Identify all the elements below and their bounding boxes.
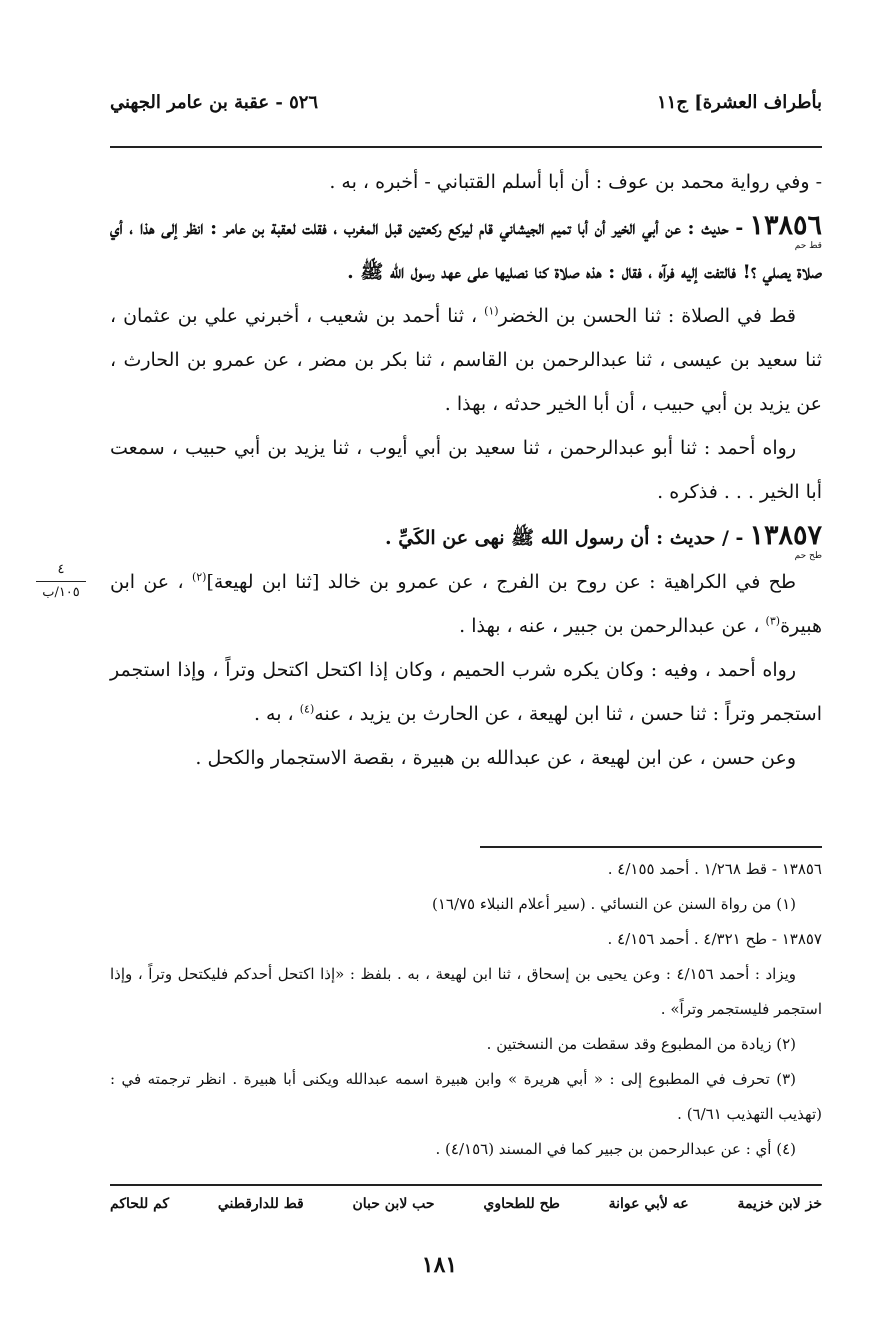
legend-item: طح للطحاوي — [483, 1196, 560, 1212]
footnote-line: ١٣٨٥٦ - قط ١/٢٦٨ . أحمد ٤/١٥٥ . — [607, 860, 822, 878]
hadith-number: ١٣٨٥٧ طح حم — [749, 520, 822, 561]
hadith-source-sigil: طح حم — [794, 551, 822, 561]
hadith-13856 — [110, 204, 822, 294]
legend-item: كم للحاكم — [110, 1196, 170, 1212]
footnotes-divider — [480, 846, 822, 848]
page-number: ١٨١ — [421, 1252, 458, 1278]
paragraph-riwaya: - وفي رواية محمد بن عوف : أن أبا أسلم القتباني - أخبره ، به . — [329, 171, 822, 193]
manuscript-folio-note — [28, 561, 94, 602]
paragraph-ahmad-1: رواه أحمد : ثنا أبو عبدالرحمن ، ثنا سعيد بن أبي أيوب ، ثنا يزيد بن أبي حبيب ، سمعت أبا الخير . . . فذكره . — [110, 437, 822, 503]
header-chapter-title: ٥٢٦ - عقبة بن عامر الجهني — [110, 92, 319, 113]
paragraph-ahmad-2: رواه أحمد ، وفيه : وكان يكره شرب الحميم ، وكان إذا اكتحل اكتحل وتراً ، وإذا استجمر استجمر وتراً : ثنا حسن ، ثنا ابن لهيعة ، عن الحارث بن يزيد ، عنه$^{(٤)}$ ، به . — [110, 659, 822, 725]
legend-divider — [110, 1184, 822, 1186]
header-book-title: بأطراف العشرة] ج١١ — [656, 92, 822, 113]
footnote-line: (١) من رواة السنن عن النسائي . (سير أعلام النبلاء ١٦/٧٥) — [431, 895, 796, 913]
hadith-dash: - / — [715, 527, 744, 549]
legend-item: قط للدارقطني — [217, 1196, 304, 1212]
paragraph-th-karahiya: طح في الكراهية : عن روح بن الفرج ، عن عمرو بن خالد [ثنا ابن لهيعة]$^{(٢)}$ ، عن ابن هبيرة$^{(٣)}$ ، عن عبدالرحمن بن جبير ، عنه ، بهذا . — [110, 570, 822, 637]
footnote-line: ويزاد : أحمد ٤/١٥٦ : وعن يحيى بن إسحاق ، ثنا ابن لهيعة ، به . بلفظ : «إذا اكتحل أحدكم فليكتحل وتراً ، وإذا استجمر فليستجمر وتراً» . — [110, 965, 822, 1018]
footnote-line: (٤) أي : عن عبدالرحمن بن جبير كما في المسند (٤/١٥٦) . — [435, 1140, 796, 1158]
footnote-line: (٢) زيادة من المطبوع وقد سقطت من النسختين . — [486, 1035, 796, 1053]
footnote-line: (٣) تحرف في المطبوع إلى : « أبي هريرة » وابن هبيرة اسمه عبدالله ويكنى أبا هبيرة . انظر ترجمته في : (تهذيب التهذيب ٦/٦١) . — [110, 1070, 822, 1123]
main-text — [110, 160, 822, 780]
legend-item: عه لأبي عوانة — [608, 1196, 689, 1212]
footnote-marker: (٤) — [299, 702, 315, 716]
hadith-label: حديث : — [649, 527, 716, 549]
footnote-marker: (٣) — [765, 614, 781, 628]
footnote-marker: (٢) — [191, 570, 207, 584]
header-divider — [110, 146, 822, 148]
hadith-source-sigil: قط حم — [794, 241, 822, 251]
hadith-label: حديث : — [680, 217, 729, 239]
footnote-line: ١٣٨٥٧ - طح ٤/٣٢١ . أحمد ٤/١٥٦ . — [607, 930, 822, 948]
footnotes — [110, 852, 822, 1167]
hadith-13857 — [110, 514, 822, 560]
legend-item: خز لابن خزيمة — [737, 1196, 822, 1212]
hadith-number: ١٣٨٥٦ قط حم — [749, 210, 822, 251]
legend-item: حب لابن حبان — [352, 1196, 435, 1212]
running-header — [110, 92, 822, 113]
paragraph-qt-salat: قط في الصلاة : ثنا الحسن بن الخضر$^{(١)}$ ، ثنا أحمد بن شعيب ، أخبرني علي بن عثمان ، ثنا سعيد بن عيسى ، ثنا عبدالرحمن بن القاسم ، ثنا بكر بن مضر ، عن عمرو بن الحارث ، عن يزيد بن أبي حبيب ، أن أبا الخير حدثه ، بهذا . — [110, 304, 822, 415]
folio-top: ٤ — [57, 562, 65, 577]
footnote-marker: (١) — [484, 304, 499, 318]
paragraph-hasan: وعن حسن ، عن ابن لهيعة ، عن عبدالله بن هبيرة ، بقصة الاستجمار والكحل . — [195, 747, 796, 769]
folio-divider — [36, 581, 86, 582]
hadith-text: عن أبي الخير أن أبا تميم الجيشاني قام ليركع ركعتين قبل المغرب ، فقلت لعقبة بن عامر : انظر إلى هذا ، أي صلاة يصلي ؟! فالتفت إليه فرآه ، فقال : هذه صلاة كنا نصليها على عهد رسول الله ﷺ . — [110, 217, 822, 283]
hadith-text: أن رسول الله ﷺ نهى عن الكَيِّ . — [385, 527, 650, 549]
hadith-dash: - — [728, 217, 744, 239]
folio-bottom: ١٠٥/ب — [42, 585, 80, 600]
abbreviation-legend — [110, 1196, 822, 1212]
